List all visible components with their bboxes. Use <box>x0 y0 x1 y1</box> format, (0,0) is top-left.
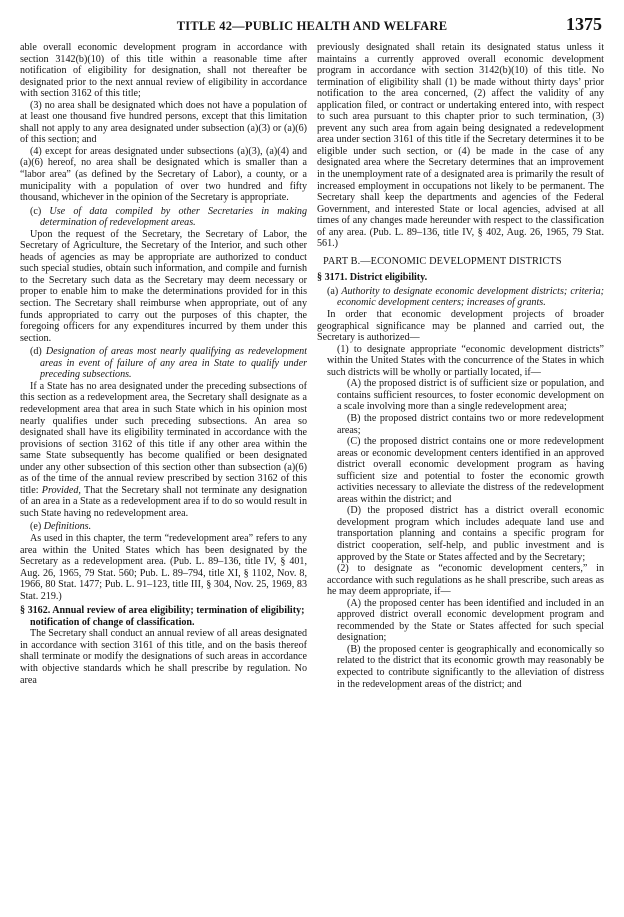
paragraph: (1) to designate appropriate “economic development districts” within the United States with the concurrence of the States in which such districts will be wholly or partially located, if— <box>327 343 604 378</box>
paragraph: (A) the proposed center has been identified and included in an approved district overall economic development program and recommended by the State or States affected for such special designation; <box>337 597 604 644</box>
paragraph: In order that economic development projects of broader geographical significance may be planned and carried out, the Secretary is authorized— <box>317 309 604 344</box>
running-header <box>20 10 604 34</box>
paragraph: (2) to designate as “economic development centers,” in accordance with such regulations as he shall prescribe, such areas as he may deem appropriate, if— <box>327 563 604 598</box>
subsection-heading <box>20 346 307 381</box>
paragraph: (4) except for areas designated under subsections (a)(3), (a)(4) and (a)(6) hereof, no area shall be designated which is smaller than a “labor area” (as defined by the Secretary of Labor), a county, or a municipality with a population of over two hundred and fifty thousand, whichever in the opinion of the Secretary is appropriate. <box>20 145 307 204</box>
subsection-label: (e) <box>30 521 42 533</box>
paragraph: able overall economic development program in accordance with section 3142(b)(10) of this title within a reasonable time after notification of eligibility for designation, shall not thereafter be designated prior to the next annual review of eligibility in accordance with section 3162 of this title; <box>20 42 307 100</box>
left-column <box>20 42 307 910</box>
paragraph: Upon the request of the Secretary, the Secretary of Labor, the Secretary of Agriculture, the Secretary of the Interior, and such other heads of agencies as may be appropriate are authorized to conduct such special studies, obtain such information, and compile and furnish to the Secretary such data as the Secretary may deem necessary or proper to enable him to make the determinations provided for in this section. The Secretary shall reimburse when appropriate, out of any funds appropriated to carry out the purposes of this chapter, the foregoing officers for any expenditures incurred by them under this section. <box>20 228 307 344</box>
subsection-label: (d) <box>30 346 42 358</box>
subsection-title: Use of data compiled by other Secretaries in making determination of redevelopment areas. <box>40 205 307 229</box>
right-column <box>317 42 604 910</box>
subsection-heading <box>20 206 307 229</box>
paragraph: (B) the proposed district contains two or more redevelopment areas; <box>337 412 604 436</box>
paragraph <box>20 381 307 520</box>
subsection-label: (c) <box>30 205 42 217</box>
paragraph: (D) the proposed district has a district overall economic development program which includes adequate land use and transportation planning and contains a specific program for district cooperation, self-help, and public investment and is approved by the State or States affected and by the Secretary; <box>337 505 604 563</box>
subsection-title: Authority to designate economic development districts; criteria; economic development centers; increases of grants. <box>337 285 604 309</box>
subsection-title: Definitions. <box>43 521 92 533</box>
page-number: 1375 <box>566 14 602 34</box>
section-heading: § 3171. District eligibility. <box>317 272 428 284</box>
paragraph: (C) the proposed district contains one or more redevelopment areas or economic development centers identified in an approved district overall economic development program as having sufficient size and potential to foster the economic growth activities necessary to alleviate the distress of the redevelopment areas within the district; and <box>337 436 604 505</box>
subsection-title: Designation of areas most nearly qualifying as redevelopment areas in event of failure of any area in State to qualify under preceding subsections. <box>40 346 307 381</box>
subsection-heading <box>20 521 307 533</box>
paragraph: As used in this chapter, the term “redevelopment area” refers to any area within the United States which has been designated by the Secretary as a redevelopment area. (Pub. L. 89–136, title IV, § 401, Aug. 26, 1965, 79 Stat. 560; Pub. L. 89–794, title XI, § 1102, Nov. 8, 1966, 80 Stat. 1477; Pub. L. 91–123, title III, § 304, Nov. 25, 1969, 83 Stat. 219.) <box>20 532 307 602</box>
paragraph: The Secretary shall conduct an annual review of all areas designated in accordance with section 3161 of this title, and on the basis thereof shall terminate or modify the designations of such areas in accordance with objective standards which he shall prescribe by regulation. No area <box>20 628 307 686</box>
provided-clause: Provided, <box>41 484 81 496</box>
header-title: TITLE 42—PUBLIC HEALTH AND WELFARE <box>176 19 448 33</box>
paragraph-text: If a State has no area designated under the preceding subsections of this section as a redevelopment area, the Secretary shall designate as a redevelopment area that area in such State which in his opinion most nearly qualifies under such preceding subsections. An area so designated shall have its eligibility terminated in accordance with the provisions of section 3162 of this title if any other area within the same State subsequently has become qualified or been designated under any other subsection of this section other than subsection (a)(6) as of the time of the annual review prescribed by section 3162 of this title: <box>20 380 307 496</box>
paragraph: previously designated shall retain its designated status unless it maintains a currently approved overall economic development program in accordance with section 3142(b)(10) of this title. No termination of eligibility shall (1) be made without thirty days’ prior notification to the area concerned, (2) affect the validity of any application filed, or contract or undertaking entered into, with respect to such area pursuant to this chapter prior to such termination, (3) prevent any such area from again being designated a redevelopment area under section 3161 of this title if the Secretary determines it to be eligible under such section, or (4) be made in the case of any designated area where the Secretary determines that an improvement in the unemployment rate of a designated area is primarily the result of increased employment in occupations not likely to be permanent. The Secretary shall keep the departments and agencies of the Federal Government, and interested State or local agencies, advised at all times of any changes made hereunder with respect to the classification of any area. (Pub. L. 89–136, title IV, § 402, Aug. 26, 1965, 79 Stat. 561.) <box>317 42 604 250</box>
text-columns <box>20 42 604 910</box>
paragraph: (3) no area shall be designated which does not have a population of at least one thousand five hundred persons, except that this limitation shall not apply to any area designated under subsection (a)(3) or (a)(6) of this section; and <box>20 99 307 146</box>
paragraph: (A) the proposed district is of sufficient size or population, and contains sufficient resources, to foster economic development on a scale involving more than a single redevelopment area; <box>337 378 604 413</box>
subsection-label: (a) <box>327 285 339 297</box>
paragraph-text: That the Secretary shall not terminate any designation of an area in a State as a redevelopment area if to do so would result in such State having no redevelopment area. <box>20 484 307 519</box>
section-heading: § 3162. Annual review of area eligibility; termination of eligibility; notification of change of classification. <box>20 605 305 628</box>
subsection-heading <box>317 286 604 309</box>
part-heading: PART B.—ECONOMIC DEVELOPMENT DISTRICTS <box>323 255 562 267</box>
paragraph: (B) the proposed center is geographically and economically so related to the district that its economic growth may reasonably be expected to contribute significantly to the alleviation of distress in the redevelopment areas of the district; and <box>337 643 604 690</box>
